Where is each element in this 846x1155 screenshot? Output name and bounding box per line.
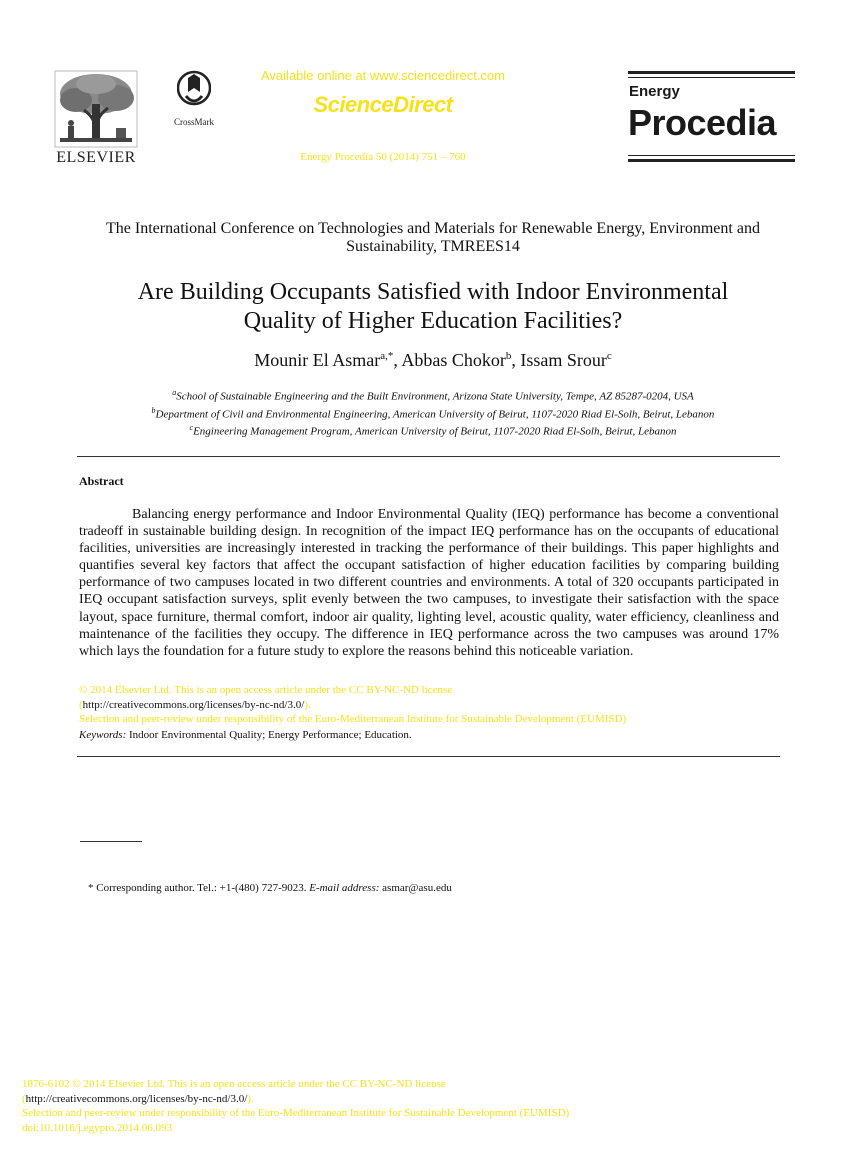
elsevier-logo bbox=[48, 70, 144, 170]
license-url-line bbox=[79, 698, 779, 713]
logo-rule-bottom-thin bbox=[628, 155, 795, 156]
abstract-body: Balancing energy performance and Indoor Environmental Quality (IEQ) performance has become a conventional tradeoff in sustainable building design. In recognition of the impact IEQ performance has on the occupants of educational facilities, universities are increasingly interested in tracking the performance of their buildings. This paper highlights and quantifies several key factors that affect the occupant satisfaction of higher education facilities by comparing building performance of two campuses located in two different countries and environments. A total of 320 occupants participated in IEQ occupant satisfaction surveys, split evenly between the two campuses, to investigate their satisfaction with the space layout, space furniture, thermal comfort, indoor air quality, lighting level, acoustic quality, water efficiency, cleanliness and maintenance of the facilities they occupy. The difference in IEQ performance across the two campuses was around 17% which lays the foundation for a future study to explore the reasons behind this noticeable variation. bbox=[79, 507, 779, 659]
publisher-name: ELSEVIER bbox=[56, 149, 136, 166]
affiliation bbox=[70, 386, 796, 404]
paren-close: ). bbox=[304, 698, 311, 711]
issn-line: 1876-6102 © 2014 Elsevier Ltd. This is an open access article under the CC BY-NC-ND license bbox=[22, 1078, 446, 1090]
author-sup: c bbox=[606, 350, 612, 362]
logo-energy-word: Energy bbox=[629, 83, 680, 100]
affiliation-text: Engineering Management Program, American University of Beirut, 1107-2020 Riad El-Solh, Beirut, Lebanon bbox=[193, 425, 677, 438]
bottom-license-url-line bbox=[22, 1092, 722, 1107]
affiliation-text: School of Sustainable Engineering and the Built Environment, Arizona State University, Tempe, AZ 85287-0204, USA bbox=[176, 390, 694, 403]
affiliation-text: Department of Civil and Environmental Engineering, American University of Beirut, 1107-2020 Riad El-Solh, Beirut, Lebanon bbox=[155, 408, 715, 421]
affiliation-sup: b bbox=[151, 405, 156, 415]
crossmark-label: CrossMark bbox=[174, 117, 214, 127]
divider-bottom bbox=[77, 756, 780, 757]
abstract-heading: Abstract bbox=[79, 474, 124, 488]
crossmark-icon bbox=[177, 70, 211, 110]
footnote-prefix: * Corresponding author. Tel.: +1-(480) 727-9023. bbox=[88, 882, 310, 894]
title-line-1: Are Building Occupants Satisfied with Indoor Environmental bbox=[137, 279, 729, 305]
email-address[interactable]: asmar@asu.edu bbox=[379, 882, 452, 894]
energy-procedia-logo bbox=[628, 71, 795, 165]
available-online-text[interactable]: Available online at www.sciencedirect.com bbox=[261, 68, 505, 83]
elsevier-tree-icon bbox=[54, 70, 138, 148]
paren-open: ( bbox=[22, 1092, 26, 1105]
email-label: E-mail address: bbox=[309, 882, 380, 894]
license-link[interactable]: http://creativecommons.org/licenses/by-nc-nd/3.0/ bbox=[82, 698, 305, 711]
paper-title bbox=[70, 278, 796, 336]
divider-top bbox=[77, 456, 780, 457]
keywords-label: Keywords: bbox=[79, 729, 127, 741]
doi-line[interactable]: doi:10.1016/j.egypro.2014.06.093 bbox=[22, 1121, 173, 1134]
logo-rule-top bbox=[628, 71, 795, 74]
corresponding-author-footnote bbox=[88, 882, 452, 894]
sciencedirect-logo: ScienceDirect bbox=[313, 92, 453, 117]
logo-rule-bottom bbox=[628, 159, 795, 162]
paren-open: ( bbox=[79, 698, 83, 711]
title-line-2: Quality of Higher Education Facilities? bbox=[243, 308, 623, 334]
peer-review-statement: Selection and peer-review under responsibility of the Euro-Mediterranean Institute for Sustainable Development (EUMISD) bbox=[79, 713, 627, 726]
logo-rule-top-thin bbox=[628, 77, 795, 78]
author-list: Mounir El Asmar$^{a,*}$, Abbas Chokor$^b$, Issam Srour$^c$ bbox=[254, 350, 612, 370]
keywords-value: Indoor Environmental Quality; Energy Performance; Education. bbox=[129, 729, 412, 741]
footnote-rule bbox=[80, 841, 142, 842]
author-name: Mounir El Asmar bbox=[254, 350, 381, 370]
conference-name: The International Conference on Technologies and Materials for Renewable Energy, Environment and Sustainability, TMREES14 bbox=[106, 220, 760, 255]
license-statement: © 2014 Elsevier Ltd. This is an open access article under the CC BY-NC-ND license bbox=[79, 684, 453, 696]
abstract-license-block bbox=[79, 683, 779, 727]
affiliation-list bbox=[70, 386, 796, 439]
crossmark-badge[interactable] bbox=[168, 70, 220, 127]
bottom-license-block bbox=[22, 1077, 722, 1135]
keywords-line bbox=[79, 729, 412, 741]
bottom-peer-review: Selection and peer-review under responsibility of the Euro-Mediterranean Institute for Sustainable Development (EUMISD) bbox=[22, 1107, 570, 1120]
bottom-license-link[interactable]: http://creativecommons.org/licenses/by-nc-nd/3.0/ bbox=[25, 1092, 248, 1105]
affiliation-sup: c bbox=[189, 423, 194, 433]
author-name: Issam Srour bbox=[520, 350, 607, 370]
affiliation bbox=[70, 421, 796, 439]
logo-procedia-word: Procedia bbox=[628, 102, 777, 143]
paren-close: ). bbox=[247, 1092, 254, 1105]
author-sup: a,* bbox=[380, 350, 394, 362]
affiliation-sup: a bbox=[172, 388, 177, 397]
journal-citation: Energy Procedia 50 (2014) 751 – 760 bbox=[300, 151, 466, 163]
author-sup: b bbox=[505, 350, 512, 362]
author-name: Abbas Chokor bbox=[401, 350, 506, 370]
affiliation bbox=[70, 404, 796, 422]
